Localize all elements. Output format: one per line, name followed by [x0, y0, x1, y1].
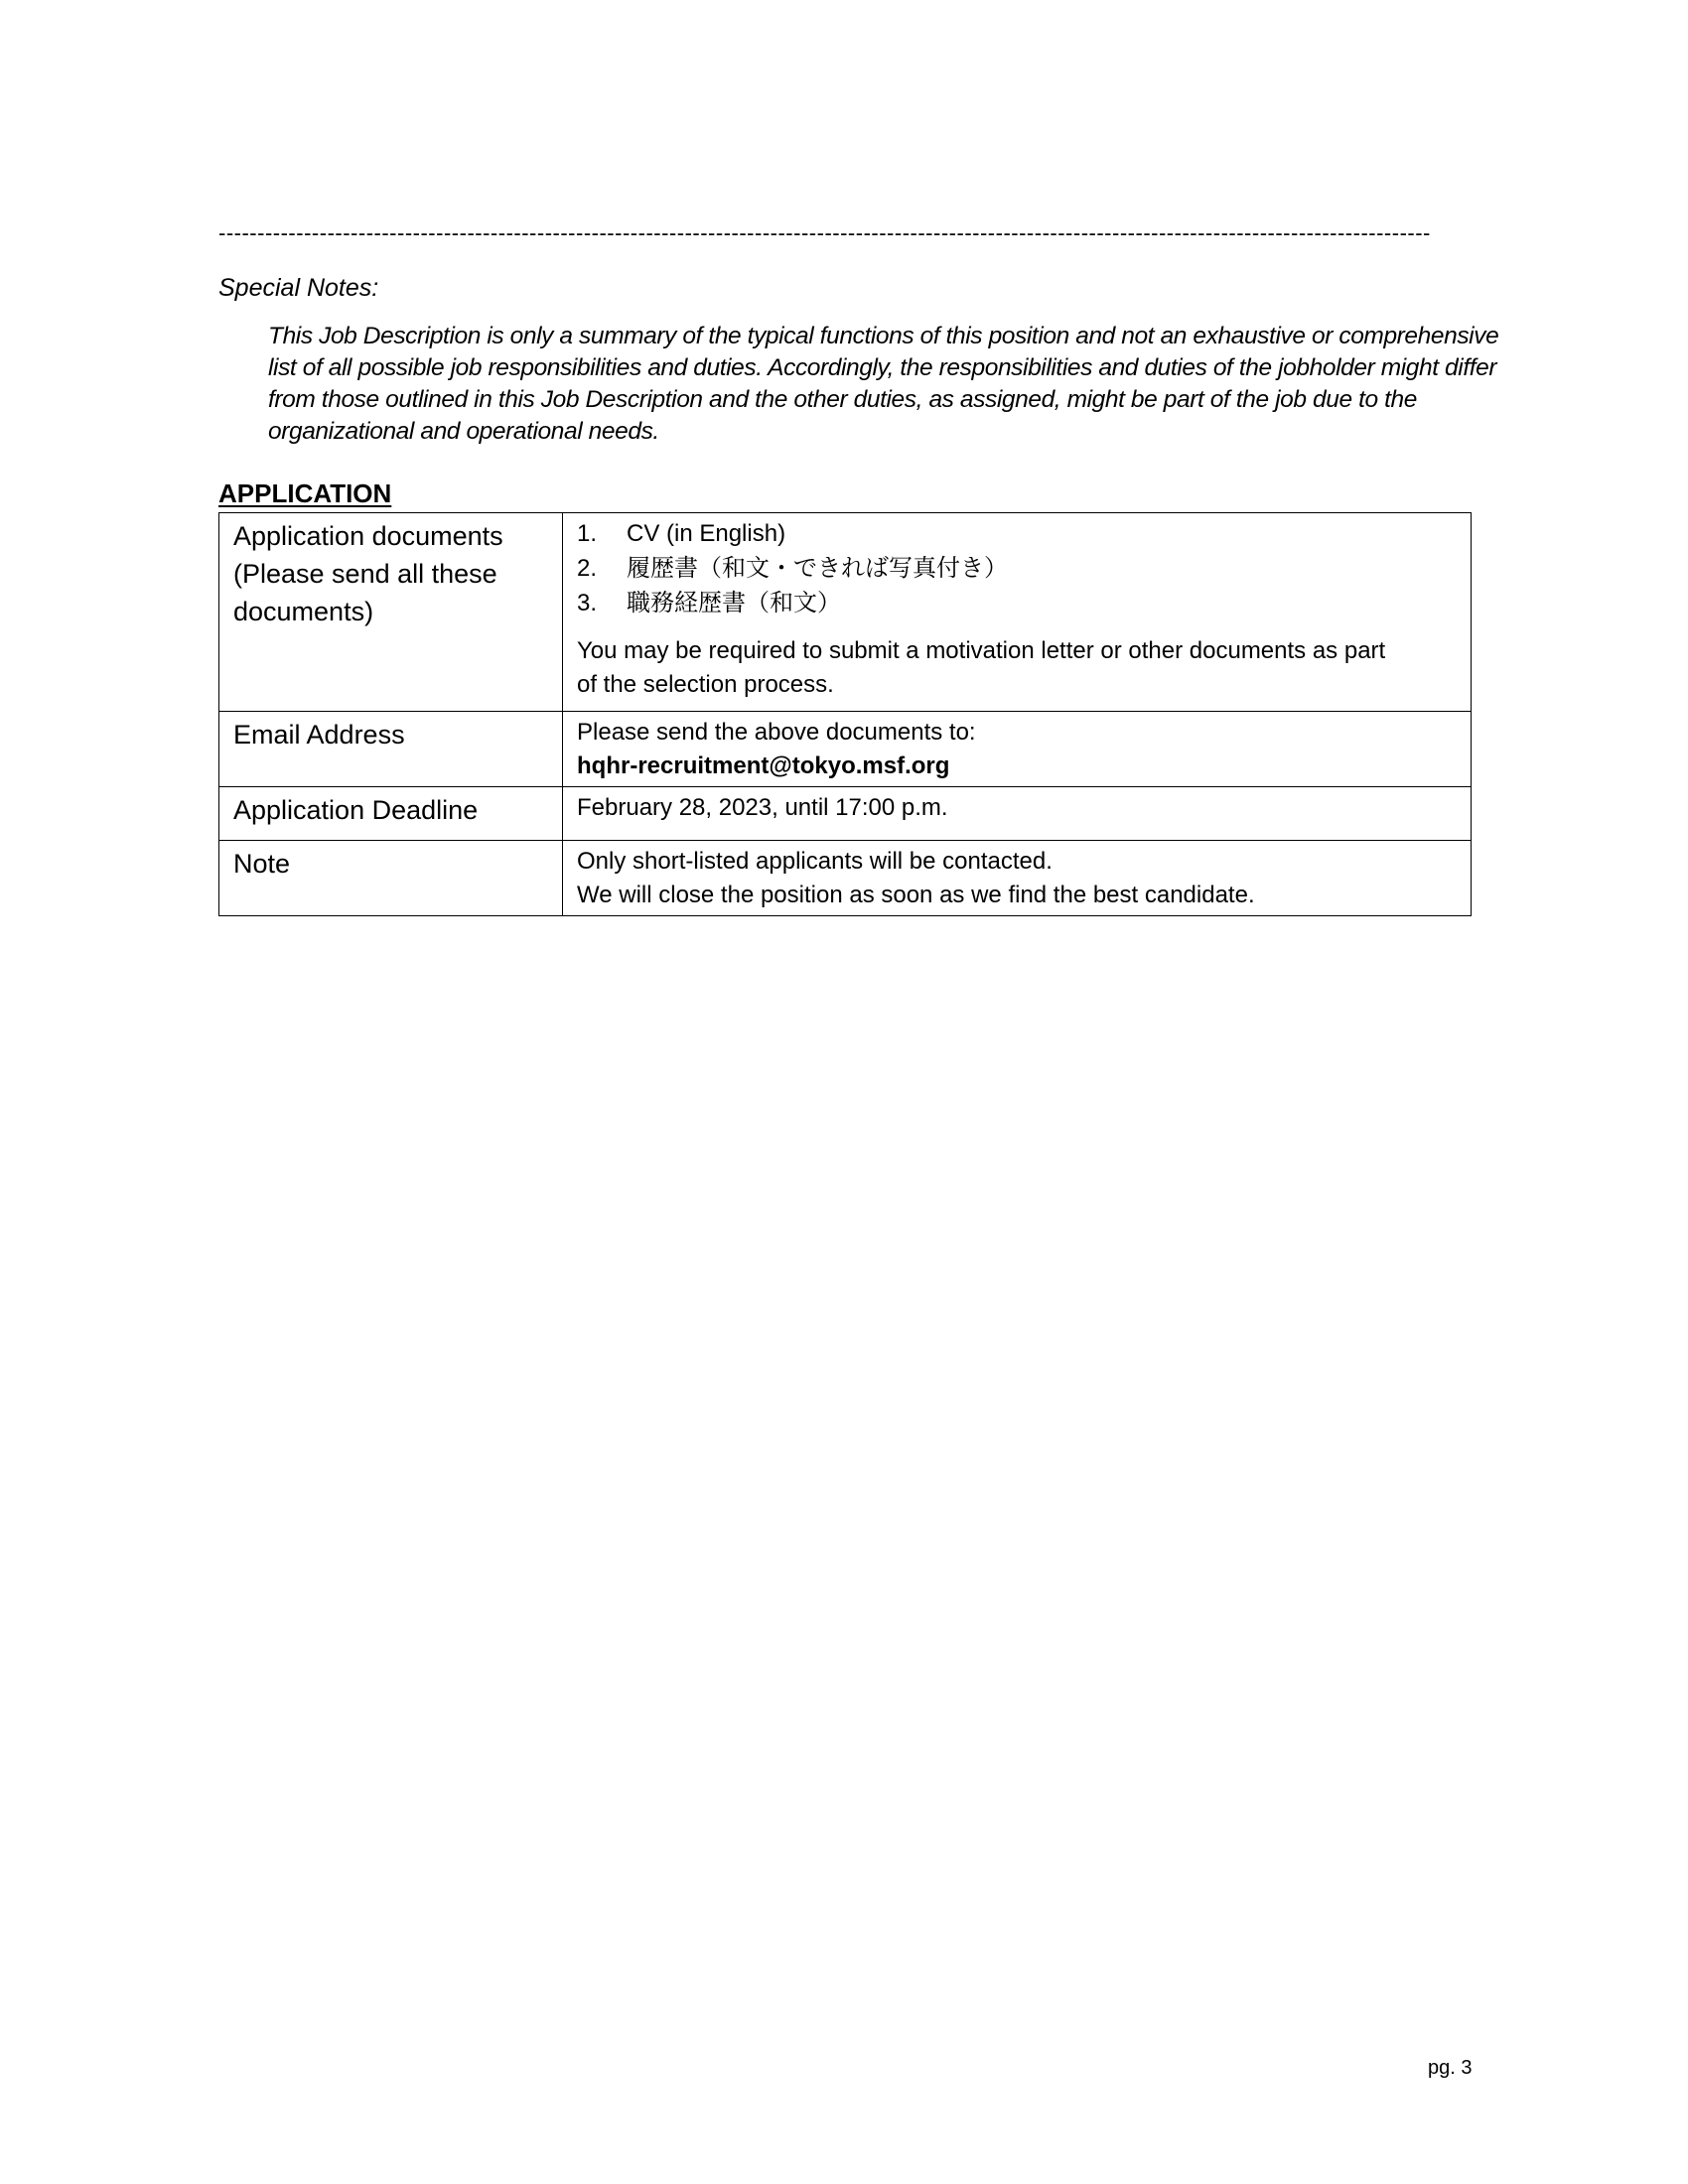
- document-list-item: [577, 586, 1457, 620]
- table-row-email: [219, 712, 1472, 787]
- document-list-item: [577, 517, 1457, 551]
- application-heading: APPLICATION: [218, 478, 392, 508]
- documents-label-line: Application documents: [233, 521, 503, 551]
- email-label-cell: Email Address: [219, 712, 563, 787]
- separator-line: ------------------------------------------------------------------------------------------------------------------------------------------------------------: [218, 220, 1431, 245]
- special-notes-line: from those outlined in this Job Description and the other duties, as assigned, might be part of the job due to the: [268, 386, 1417, 413]
- documents-label-line: (Please send all these: [233, 559, 497, 589]
- note-line: Only short-listed applicants will be contacted.: [577, 848, 1053, 875]
- note-line: We will close the position as soon as we find the best candidate.: [577, 882, 1255, 908]
- spacer: [577, 620, 1457, 634]
- documents-note-line: You may be required to submit a motivation letter or other documents as part: [577, 637, 1386, 664]
- documents-label-line: documents): [233, 597, 374, 626]
- table-row-note: [219, 841, 1472, 916]
- special-notes-line: organizational and operational needs.: [268, 418, 659, 445]
- table-row-deadline: [219, 787, 1472, 841]
- document-list-item: [577, 551, 1457, 586]
- table-row-documents: [219, 513, 1472, 712]
- email-address[interactable]: hqhr-recruitment@tokyo.msf.org: [577, 752, 950, 779]
- deadline-value-cell: February 28, 2023, until 17:00 p.m.: [563, 787, 1472, 841]
- deadline-label-cell: Application Deadline: [219, 787, 563, 841]
- documents-note-line: of the selection process.: [577, 671, 834, 698]
- document-item-number: 3.: [577, 590, 598, 616]
- document-item-text: CV (in English): [627, 520, 786, 547]
- email-value-cell: [563, 712, 1472, 787]
- application-table: [218, 512, 1472, 916]
- special-notes-label: Special Notes:: [218, 274, 379, 302]
- email-intro-text: Please send the above documents to:: [577, 719, 976, 746]
- document-item-text: 職務経歴書（和文）: [627, 589, 841, 616]
- special-notes-body: [268, 321, 1499, 448]
- special-notes-line: This Job Description is only a summary of the typical functions of this position and not an exhaustive or comprehensive: [268, 323, 1499, 349]
- documents-label-cell: [219, 513, 563, 712]
- note-label-cell: Note: [219, 841, 563, 916]
- page-number: pg. 3: [1428, 2057, 1473, 2079]
- documents-value-cell: [563, 513, 1472, 712]
- special-notes-line: list of all possible job responsibilities and duties. Accordingly, the responsibilities and duties of the jobholder might differ: [268, 354, 1497, 381]
- document-item-text: 履歴書（和文・できれば写真付き）: [627, 554, 1008, 582]
- note-value-cell: [563, 841, 1472, 916]
- document-item-number: 2.: [577, 555, 598, 582]
- document-item-number: 1.: [577, 520, 598, 547]
